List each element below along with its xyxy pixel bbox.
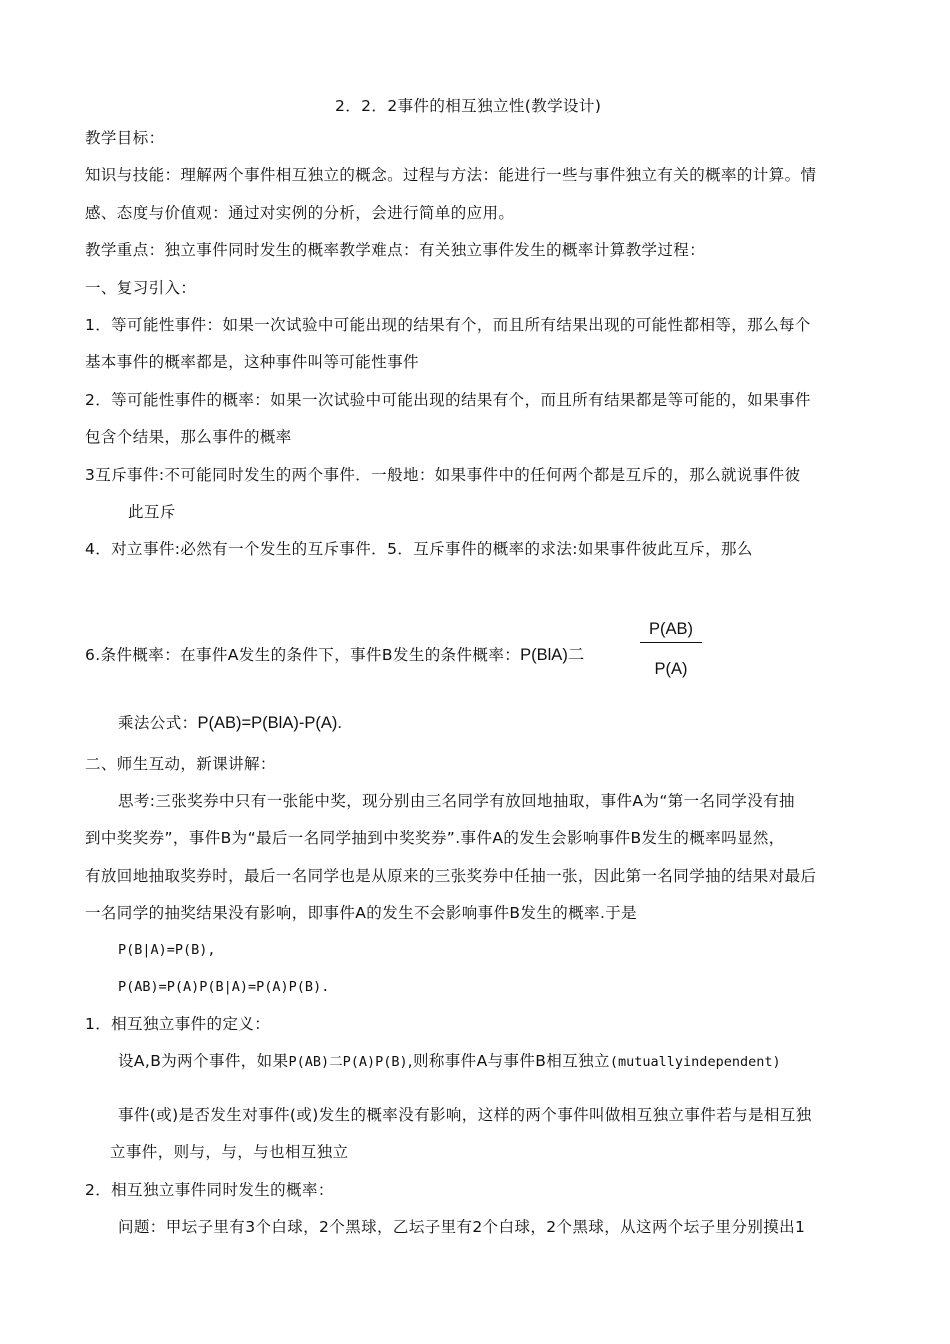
formula-conditional-equal: P(B|A)=P(B), (118, 942, 216, 958)
objectives-line-1: 知识与技能：理解两个事件相互独立的概念。过程与方法：能进行一些与事件独立有关的概率的计算。情 (85, 166, 817, 184)
review-item-2a: 2．等可能性事件的概率：如果一次试验中可能出现的结果有个，而且所有结果都是等可能的，如果事件 (85, 391, 811, 409)
review-item-1a: 1．等可能性事件：如果一次试验中可能出现的结果有个，而且所有结果出现的可能性都相等，那么每个 (85, 316, 811, 334)
conditional-probability-line (85, 645, 584, 665)
page-title: 2．2．2事件的相互独立性(教学设计) (335, 97, 602, 115)
conditional-probability-text: 6.条件概率：在事件A发生的条件下，事件B发生的条件概率： (85, 646, 521, 664)
definition-formula: P(AB)二P(A)P(B) (288, 1054, 408, 1070)
thinking-line-4: 一名同学的抽奖结果没有影响，即事件A的发生不会影响事件B发生的概率.于是 (85, 904, 638, 922)
objectives-line-2: 感、态度与价值观：通过对实例的分析，会进行简单的应用。 (85, 204, 515, 222)
definition-suffix: ,则称事件A与事件B相互独立 (407, 1052, 610, 1070)
problem-text: 问题：甲坛子里有3个白球，2个黑球，乙坛子里有2个白球，2个黑球，从这两个坛子里分别摸出1 (118, 1218, 806, 1236)
conditional-probability-formula: P(BlA)二 (520, 646, 585, 664)
multiplication-label: 乘法公式： (118, 714, 198, 732)
fraction-numerator: P(AB) (640, 620, 702, 643)
definition-heading: 1．相互独立事件的定义： (85, 1015, 271, 1033)
review-item-4-5: 4．对立事件:必然有一个发生的互斥事件．5．互斥事件的概率的求法:如果事件彼此互斥，那么 (85, 540, 753, 558)
definition-note-2: 立事件，则与，与，与也相互独立 (110, 1143, 349, 1161)
fraction-denominator: P(A) (654, 660, 688, 678)
definition-text (118, 1051, 781, 1072)
definition-prefix: 设A,B为两个事件，如果 (118, 1052, 289, 1070)
multiplication-rule (118, 713, 342, 733)
thinking-line-2: 到中奖奖券”，事件B为“最后一名同学抽到中奖奖券”.事件A的发生会影响事件B发生的概率吗显然， (85, 829, 785, 847)
review-item-3b: 此互斥 (128, 503, 176, 521)
joint-probability-heading: 2．相互独立事件同时发生的概率： (85, 1181, 334, 1199)
section2-heading: 二、师生互动，新课讲解： (85, 755, 276, 773)
thinking-line-1: 思考:三张奖券中只有一张能中奖，现分别由三名同学有放回地抽取，事件A为“第一名同学没有抽 (118, 792, 795, 810)
review-item-1b: 基本事件的概率都是，这种事件叫等可能性事件 (85, 353, 419, 371)
section1-heading: 一、复习引入： (85, 279, 197, 297)
thinking-line-3: 有放回地抽取奖券时，最后一名同学也是从原来的三张奖券中任抽一张，因此第一名同学抽的结果对最后 (85, 867, 817, 885)
review-item-2b: 包含个结果，那么事件的概率 (85, 428, 292, 446)
definition-note-1: 事件(或)是否发生对事件(或)发生的概率没有影响，这样的两个事件叫做相互独立事件若与是相互独 (118, 1106, 812, 1124)
review-item-3a: 3互斥事件:不可能同时发生的两个事件．一般地：如果事件中的任何两个都是互斥的，那么就说事件彼 (85, 466, 801, 484)
key-points: 教学重点：独立事件同时发生的概率教学难点：有关独立事件发生的概率计算教学过程： (85, 241, 706, 259)
definition-english: (mutuallyindependent) (609, 1054, 781, 1070)
formula-product: P(AB)=P(A)P(B|A)=P(A)P(B). (118, 979, 330, 995)
conditional-probability-fraction (640, 620, 702, 679)
multiplication-formula: P(AB)=P(BlA)-P(A). (197, 714, 342, 732)
objectives-heading: 教学目标： (85, 129, 165, 147)
